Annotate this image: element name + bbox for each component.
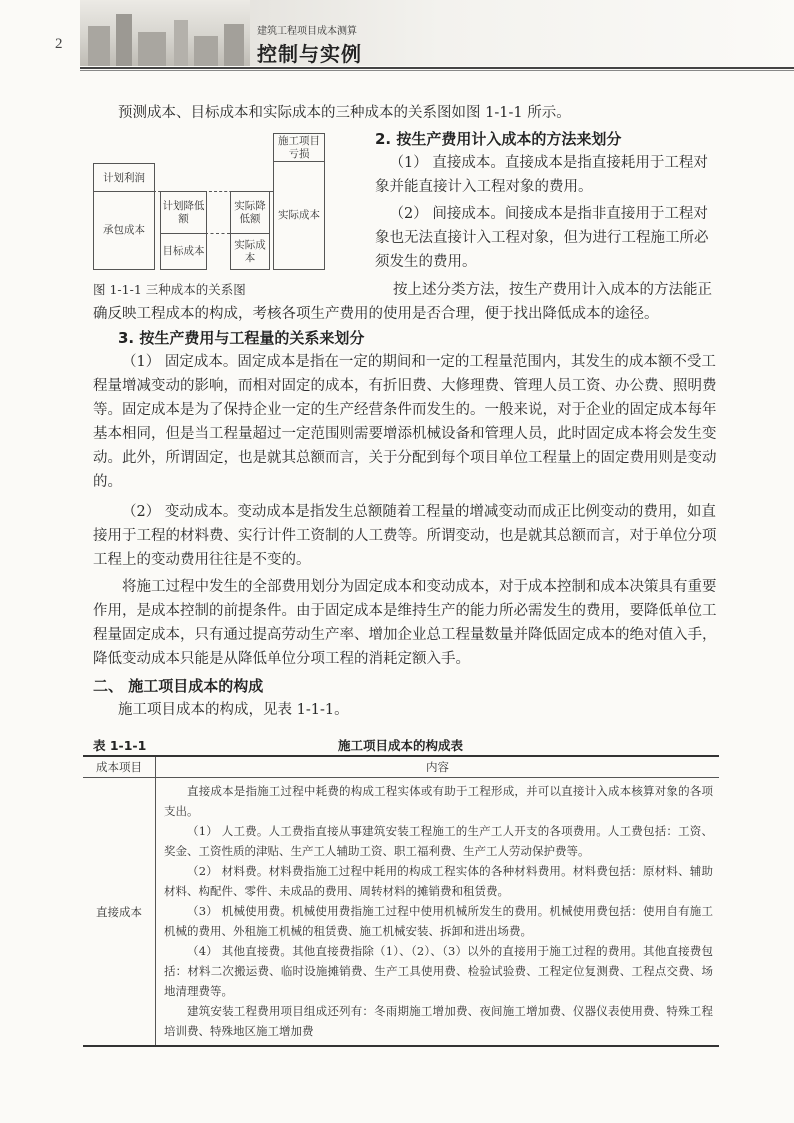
figure-box-actual-reduction: 实际降低额 bbox=[230, 191, 270, 235]
table-content-paragraph: （1） 人工费。人工费指直接从事建筑安装工程施工的生产工人开支的各项费用。人工费包括：工资、奖金、工资性质的津贴、生产工人辅助工资、职工福利费、生产工人劳动保护费等。 bbox=[164, 824, 713, 858]
header-building-photo bbox=[80, 0, 250, 66]
figure-caption: 图 1-1-1 三种成本的关系图 bbox=[93, 282, 246, 297]
figure-box-plan-profit: 计划利润 bbox=[93, 163, 155, 193]
table-content-paragraph: （2） 材料费。材料费指施工过程中耗用的构成工程实体的各种材料费用。材料费包括：原材料、辅助材料、构配件、零件、未成品的费用、周转材料的摊销费和租赁费。 bbox=[164, 864, 713, 898]
section-2-summary: 按上述分类方法，按生产费用计入成本的方法能正确反映工程成本的构成，考核各项生产费用的使用是否合理，便于找出降低成本的途径。 bbox=[93, 282, 712, 322]
section-2-direct-cost: （1） 直接成本。直接成本是指直接耗用于工程对象并能直接计入工程对象的费用。 bbox=[375, 155, 708, 195]
table-content-paragraph: （3） 机械使用费。机械使用费指施工过程中使用机械所发生的费用。机械使用费包括：使用自有施工机械的费用、外租施工机械的租赁费、施工机械安装、拆卸和进出场费。 bbox=[164, 904, 713, 938]
section-3-heading: 3. 按生产费用与工程量的关系来划分 bbox=[118, 329, 365, 347]
table-row bbox=[83, 778, 719, 1047]
page-number: 2 bbox=[55, 36, 63, 52]
table-header-row bbox=[83, 756, 719, 778]
cost-relationship-figure bbox=[93, 133, 353, 271]
table-title: 施工项目成本的构成表 bbox=[338, 738, 464, 753]
book-series-title: 建筑工程项目成本测算 bbox=[257, 26, 357, 37]
figure-box-actual-cost-small: 实际成本 bbox=[230, 233, 270, 270]
table-number: 表 1-1-1 bbox=[93, 738, 147, 753]
table-header-content: 内容 bbox=[156, 756, 720, 778]
section-3-fixed-cost: （1） 固定成本。固定成本是指在一定的期间和一定的工程量范围内，其发生的成本额不受工程量增减变动的影响，而相对固定的成本，有折旧费、大修理费、管理人员工资、办公费、照明费等。固定成本是为了保持企业一定的生产经营条件而发生的。一般来说，对于企业的固定成本每年基本相同，但是当工程量超过一定范围则需要增添机械设备和管理人员，此时固定成本将会发生变动。此外，所谓固定，也是就其总额而言，关于分配到每个项目单位工程量上的固定费用则是变动的。 bbox=[93, 354, 717, 490]
section-b-heading: 二、 施工项目成本的构成 bbox=[93, 677, 264, 695]
section-3-summary: 将施工过程中发生的全部费用划分为固定成本和变动成本，对于成本控制和成本决策具有重要作用，是成本控制的前提条件。由于固定成本是维持生产的能力所必需发生的费用，要降低单位工程量固定成本，只有通过提高劳动生产率、增加企业总工程量数量并降低固定成本的绝对值入手，降低变动成本只能是从降低单位分项工程的消耗定额入手。 bbox=[93, 579, 717, 667]
figure-box-actual-cost: 实际成本 bbox=[273, 161, 325, 270]
table-content-paragraph: 直接成本是指施工过程中耗费的构成工程实体或有助于工程形成，并可以直接计入成本核算对象的各项支出。 bbox=[164, 784, 713, 818]
section-2-indirect-cost: （2） 间接成本。间接成本是指非直接用于工程对象也无法直接计入工程对象，但为进行工程施工所必须发生的费用。 bbox=[375, 206, 709, 270]
figure-box-project-loss: 施工项目亏损 bbox=[273, 133, 325, 163]
header-rule bbox=[80, 67, 794, 69]
figure-box-target-cost: 目标成本 bbox=[160, 233, 207, 270]
table-header-cost-item: 成本项目 bbox=[83, 756, 156, 778]
figure-box-contract-cost: 承包成本 bbox=[93, 191, 155, 270]
section-3-variable-cost: （2） 变动成本。变动成本是指发生总额随着工程量的增减变动而成正比例变动的费用，如直接用于工程的材料费、实行计件工资制的人工费等。所谓变动，也是就其总额而言，对于单位分项工程上的变动费用往往是不变的。 bbox=[93, 504, 717, 568]
table-row-content bbox=[156, 778, 720, 1047]
book-title: 控制与实例 bbox=[257, 42, 362, 66]
figure-box-plan-reduction: 计划降低额 bbox=[160, 191, 207, 235]
table-content-paragraph: 建筑安装工程费用项目组成还列有：冬雨期施工增加费、夜间施工增加费、仪器仪表使用费、特殊工程培训费、特殊地区施工增加费 bbox=[164, 1004, 713, 1038]
table-content-paragraph: （4） 其他直接费。其他直接费指除（1）、（2）、（3）以外的直接用于施工过程的费用。其他直接费包括：材料二次搬运费、临时设施摊销费、生产工具使用费、检验试验费、工程定位复测费、工程点交费、场地清理费等。 bbox=[164, 944, 713, 998]
table-row-label: 直接成本 bbox=[83, 778, 156, 1047]
intro-paragraph: 预测成本、目标成本和实际成本的三种成本的关系图如图 1-1-1 所示。 bbox=[118, 105, 571, 121]
header-rule-thin bbox=[80, 70, 794, 71]
cost-composition-table bbox=[83, 755, 719, 1047]
section-2-heading: 2. 按生产费用计入成本的方法来划分 bbox=[375, 130, 622, 148]
section-b-intro: 施工项目成本的构成，见表 1-1-1。 bbox=[118, 702, 349, 718]
figure-dashed-line-lower bbox=[205, 233, 230, 234]
page-header bbox=[0, 0, 794, 72]
